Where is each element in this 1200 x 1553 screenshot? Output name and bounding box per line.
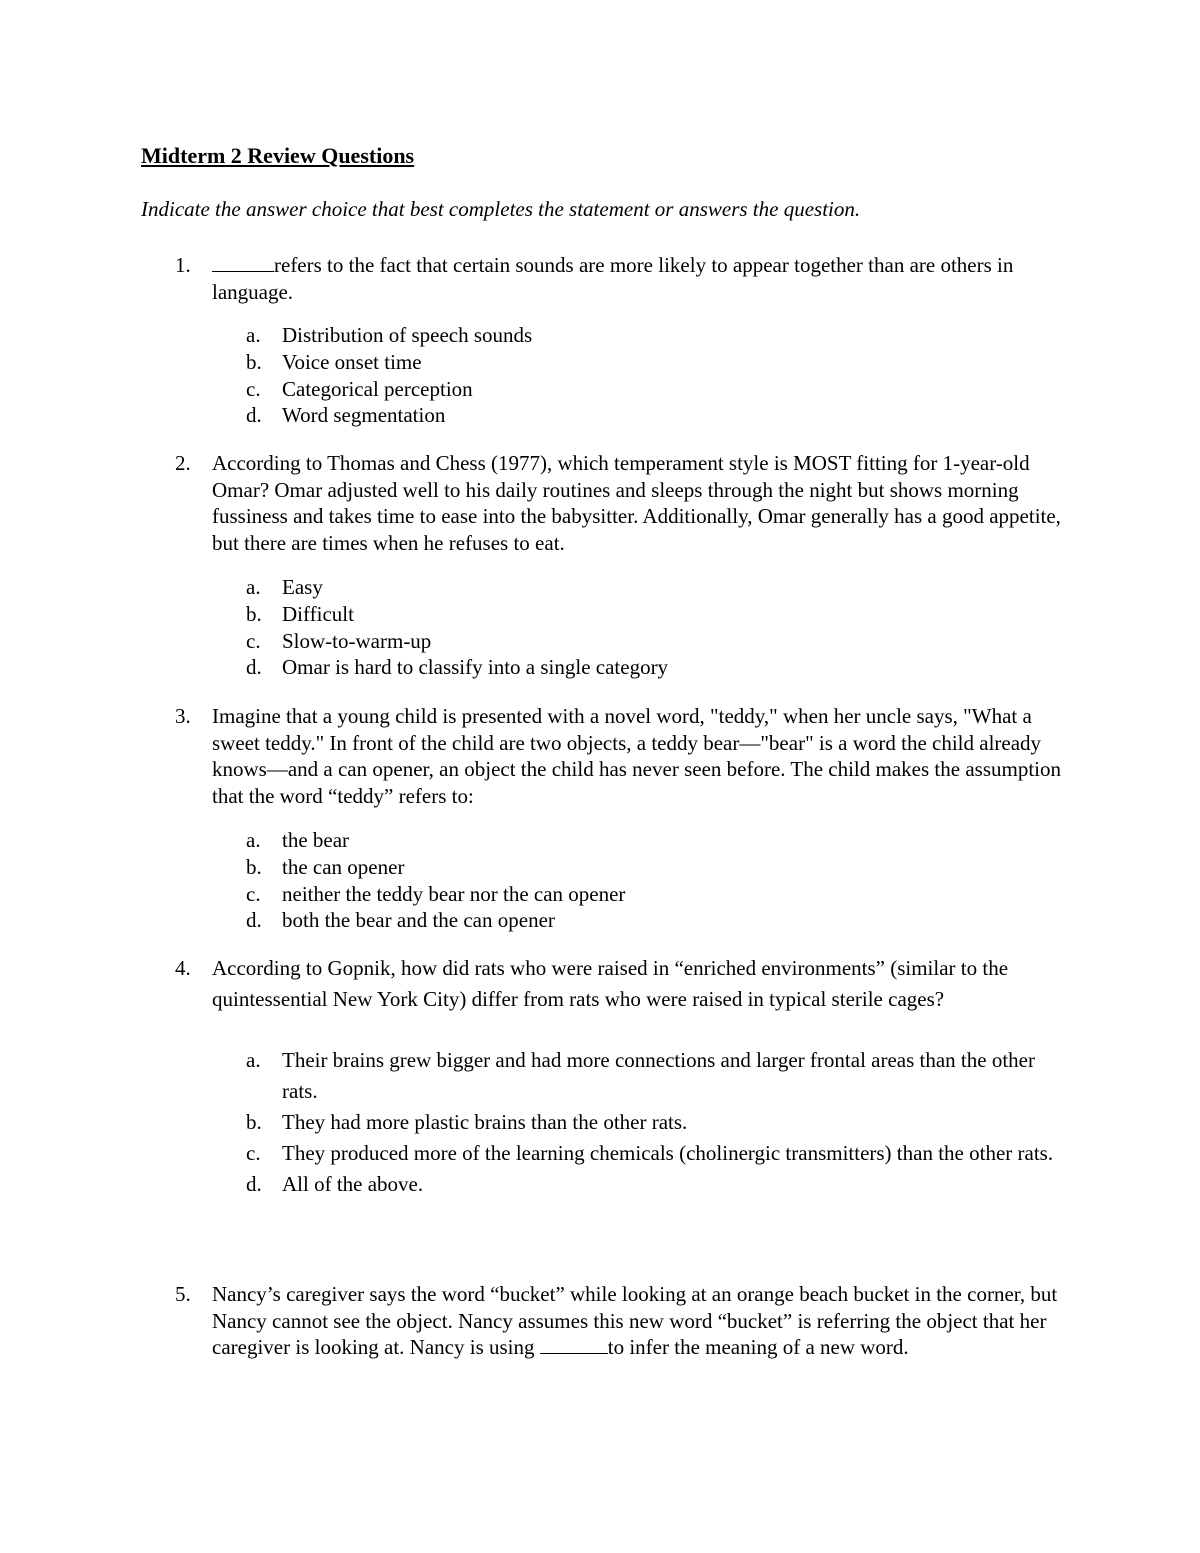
option-letter: a. (246, 828, 261, 852)
answer-option (141, 402, 1061, 429)
option-text: neither the teddy bear nor the can opener (282, 881, 626, 906)
answer-option (141, 574, 1061, 601)
option-letter: a. (246, 1048, 261, 1072)
option-letter: b. (246, 349, 262, 374)
question-text-after: refers to the fact that certain sounds are more likely to appear together than are others in language. (212, 253, 1014, 304)
question-stem (141, 252, 1061, 305)
question-text: Imagine that a young child is presented with a novel word, "teddy," when her uncle says, "What a sweet teddy." In front of the child are two objects, a teddy bear—"bear" is a word the child already knows—and a can opener, an object the child has never seen before. The child makes the assumption that the word “teddy” refers to: (212, 704, 1061, 808)
option-text: Word segmentation (282, 403, 446, 428)
question-number: 2. (175, 451, 191, 475)
answer-option (141, 1138, 1061, 1169)
question-3 (141, 703, 1061, 934)
answer-options (141, 1045, 1061, 1200)
option-text: Easy (282, 575, 323, 599)
option-text: both the bear and the can opener (282, 908, 555, 933)
answer-option (141, 601, 1061, 628)
question-number: 4. (175, 956, 191, 980)
question-text: According to Thomas and Chess (1977), which temperament style is MOST fitting for 1-year-old Omar? Omar adjusted well to his daily routines and sleeps through the night but shows morning fussiness and takes time to ease into the babysitter. Additionally, Omar generally has a good appetite, but there are times when he refuses to eat. (212, 451, 1061, 555)
option-letter: d. (246, 655, 262, 680)
option-letter: c. (246, 376, 261, 401)
option-text: Distribution of speech sounds (282, 323, 533, 347)
option-letter: a. (246, 323, 261, 347)
question-text-after: to infer the meaning of a new word. (607, 1335, 909, 1359)
fill-in-blank (540, 1335, 608, 1354)
option-text: Categorical perception (282, 376, 473, 401)
question-text-before: Nancy’s caregiver says the word “bucket” while looking at an orange beach bucket in the corner, but Nancy cannot see the object. Nancy assumes this new word “bucket” is referring the object that her caregiver is looking at. Nancy is using (212, 1282, 1058, 1359)
answer-option (141, 854, 1061, 881)
question-number: 1. (175, 253, 191, 277)
answer-option (141, 881, 1061, 908)
answer-options (141, 827, 1061, 934)
answer-option (141, 654, 1061, 681)
option-text: Their brains grew bigger and had more connections and larger frontal areas than the other rats. (282, 1048, 1035, 1103)
question-1 (141, 252, 1061, 429)
answer-option (141, 628, 1061, 655)
question-5 (141, 1281, 1061, 1361)
answer-option (141, 907, 1061, 934)
question-text (212, 252, 1061, 305)
option-text: All of the above. (282, 1172, 424, 1196)
question-stem (141, 450, 1061, 556)
option-letter: d. (246, 1172, 262, 1196)
option-letter: c. (246, 628, 261, 653)
option-letter: a. (246, 575, 261, 599)
instructions: Indicate the answer choice that best completes the statement or answers the question. (141, 197, 861, 221)
question-stem (141, 953, 1061, 1015)
answer-option (141, 1169, 1061, 1200)
option-text: the can opener (282, 854, 405, 879)
question-2 (141, 450, 1061, 681)
option-letter: b. (246, 1110, 262, 1134)
answer-option (141, 349, 1061, 376)
option-text: Slow-to-warm-up (282, 628, 432, 653)
option-letter: c. (246, 881, 261, 906)
option-text: Voice onset time (282, 349, 422, 374)
question-number: 3. (175, 704, 191, 728)
answer-option (141, 376, 1061, 403)
question-number: 5. (175, 1282, 191, 1306)
option-letter: b. (246, 854, 262, 879)
answer-option (141, 1045, 1061, 1107)
answer-option (141, 827, 1061, 854)
fill-in-blank (212, 253, 274, 272)
option-text: They had more plastic brains than the other rats. (282, 1110, 688, 1134)
option-letter: b. (246, 601, 262, 626)
question-text (212, 1281, 1061, 1361)
answer-options (141, 574, 1061, 681)
answer-options (141, 322, 1061, 429)
question-text: According to Gopnik, how did rats who were raised in “enriched environments” (similar to the quintessential New York City) differ from rats who were raised in typical sterile cages? (212, 956, 1009, 1011)
question-4 (141, 953, 1061, 1200)
option-letter: d. (246, 908, 262, 933)
question-stem (141, 1281, 1061, 1361)
option-text: Omar is hard to classify into a single category (282, 655, 669, 680)
option-text: Difficult (282, 601, 354, 626)
option-text: They produced more of the learning chemicals (cholinergic transmitters) than the other rats. (282, 1141, 1054, 1165)
page-title: Midterm 2 Review Questions (141, 143, 415, 168)
option-letter: c. (246, 1141, 261, 1165)
question-stem (141, 703, 1061, 809)
option-letter: d. (246, 403, 262, 428)
answer-option (141, 1107, 1061, 1138)
option-text: the bear (282, 828, 350, 852)
answer-option (141, 322, 1061, 349)
